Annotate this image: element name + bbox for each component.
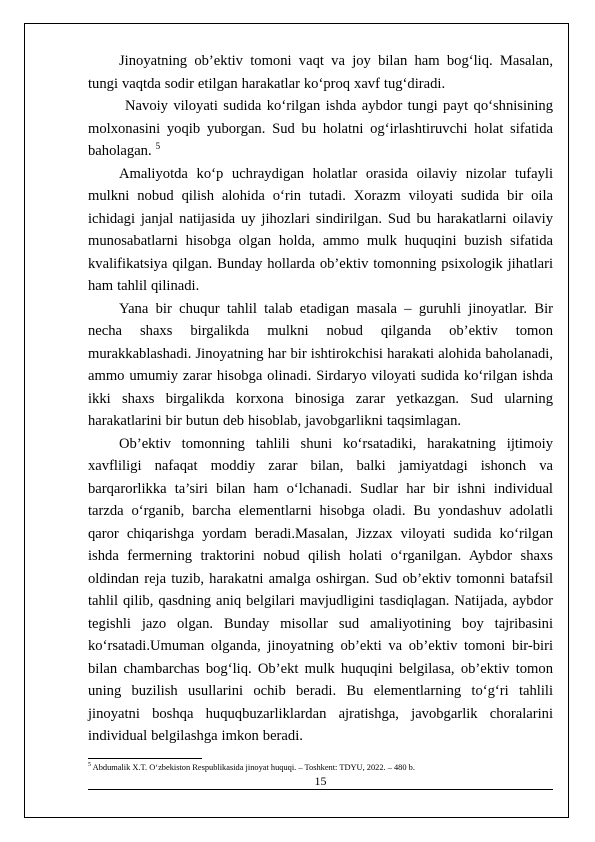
page-number: 15: [314, 774, 327, 788]
paragraph-text: Amaliyotda ko‘p uchraydigan holatlar orasida oilaviy nizolar tufayli mulkni nobud qilish alohida o‘rin tutadi. Xorazm viloyati sudida bir oila ichidagi janjal natijasida uy jihozlari sindirilgan. Sud bu harakatlarni oilaviy munosabatlarni hisobga olgan holda, ammo mulk huquqini buzish sifatida kvalifikatsiya qilgan. Bunday hollarda ob’ektiv tomonning psixologik jihatlari ham tahlil qilinadi.: [88, 165, 553, 294]
paragraph-text: Jinoyatning ob’ektiv tomoni vaqt va joy bilan ham bog‘liq. Masalan, tungi vaqtda sodir etilgan harakatlar ko‘proq xavf tug‘diradi.: [88, 53, 553, 92]
paragraph-text: Navoiy viloyati sudida ko‘rilgan ishda aybdor tungi payt qo‘shnisining molxonasini yoqib yuborgan. Sud bu holatni og‘irlashtiruvchi holat sifatida baholagan.: [88, 98, 553, 159]
footnote-reference[interactable]: 5: [155, 141, 161, 152]
paragraph-family-disputes: [88, 163, 553, 298]
paragraph-group-crimes: [88, 298, 553, 433]
footnote-text: Abdumalik X.T. O‘zbekiston Respublikasida jinoyat huquqi. – Toshkent: TDYU, 2022. – 480 b.: [92, 763, 415, 772]
paragraph-text: Ob’ektiv tomonning tahlili shuni ko‘rsatadiki, harakatning ijtimoiy xavfliligi nafaqat moddiy zarar bilan, balki jamiyatdagi ishonch va barqarorlikka ta’siri bilan ham o‘lchanadi. Sudlar har bir ishni individual tarzda o‘rganib, barcha elementlarni hisobga oladi. Bu yondashuv adolatli qaror chiqarishga yordam beradi.Masalan, Jizzax viloyati sudida ko‘rilgan ishda fermerning traktorini nobud qilish holati o‘rganilgan. Aybdor shaxs oldindan reja tuzib, harakatni amalga oshirgan. Sud ob’ektiv tomonni batafsil tahlil qilib, qasdning aniq belgilari mavjudligini tasdiqlagan. Natijada, aybdor tegishli jazo olgan. Bunday misollar sud amaliyotining boy tajribasini ko‘rsatadi.Umuman olganda, jinoyatning ob’ekti va ob’ektiv tomoni bir-biri bilan chambarchas bog‘liq. Ob’ekt mulk huquqini belgilasa, ob’ektiv tomon uning buzilish usullarini ochib beradi. Bu elementlarning to‘g‘ri tahlili jinoyatni boshqa huquqbuzarliklardan ajratishga, javobgarlik choralarini individual belgilashga imkon beradi.: [88, 435, 553, 744]
footer-rule: [88, 789, 553, 790]
paragraph-navoiy-case: [88, 95, 553, 163]
paragraph-objective-analysis: [88, 433, 553, 748]
paragraph-text: Yana bir chuqur tahlil talab etadigan masala – guruhli jinoyatlar. Bir necha shaxs birgalikda mulkni nobud qilganda ob’ektiv tomon murakkablashadi. Jinoyatning har bir ishtirokchisi harakati alohida baholanadi, ammo umumiy zarar hisobga olinadi. Sirdaryo viloyati sudida ko‘rilgan ishda ikki shaxs birgalikda korxona binosiga zarar yetkazgan. Sud ularning harakatlarini bir butun deb hisoblab, javobgarlikni taqsimlagan.: [88, 300, 553, 429]
footnote-number: 5: [88, 762, 91, 769]
document-body: [88, 50, 553, 748]
footnote-separator: [88, 758, 202, 759]
footnote: [88, 762, 553, 773]
paragraph-time-and-place: [88, 50, 553, 95]
